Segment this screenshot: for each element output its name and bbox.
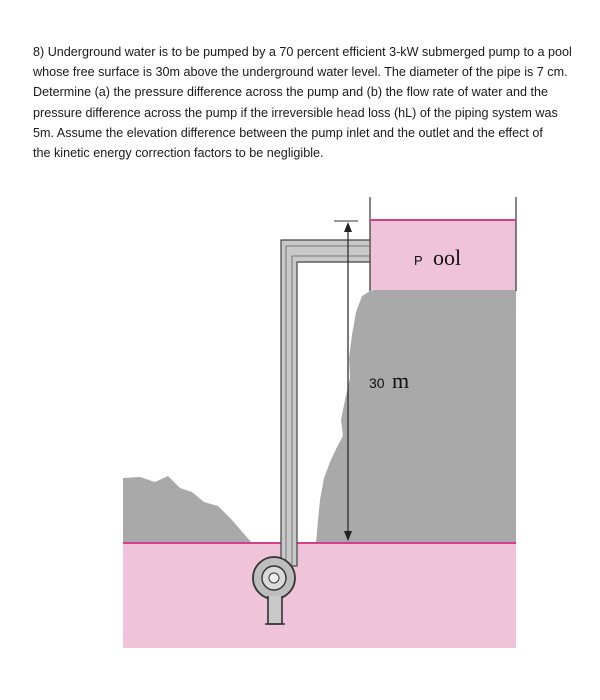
- underground-water: [123, 543, 516, 648]
- height-label-unit: m: [392, 368, 410, 393]
- problem-line-4: pressure difference across the pump if the irreversible head loss (hL) of the piping system was: [33, 105, 558, 120]
- problem-line-1: 8) Underground water is to be pumped by a 70 percent efficient 3-kW submerged pump to a pool: [33, 45, 572, 59]
- problem-line-5: 5m. Assume the elevation difference between the pump inlet and the outlet and the effect of: [33, 125, 543, 140]
- pool-label-prefix: P: [414, 253, 423, 268]
- height-label-value: 30: [369, 375, 385, 391]
- ground-terrain: [123, 287, 516, 543]
- problem-line-2: whose free surface is 30m above the underground water level. The diameter of the pipe is 7 cm.: [33, 65, 568, 80]
- problem-line-6: the kinetic energy correction factors to be negligible.: [33, 146, 324, 161]
- pool-label-rest: ool: [433, 245, 462, 270]
- problem-line-3: Determine (a) the pressure difference across the pump and (b) the flow rate of water and the: [33, 85, 548, 100]
